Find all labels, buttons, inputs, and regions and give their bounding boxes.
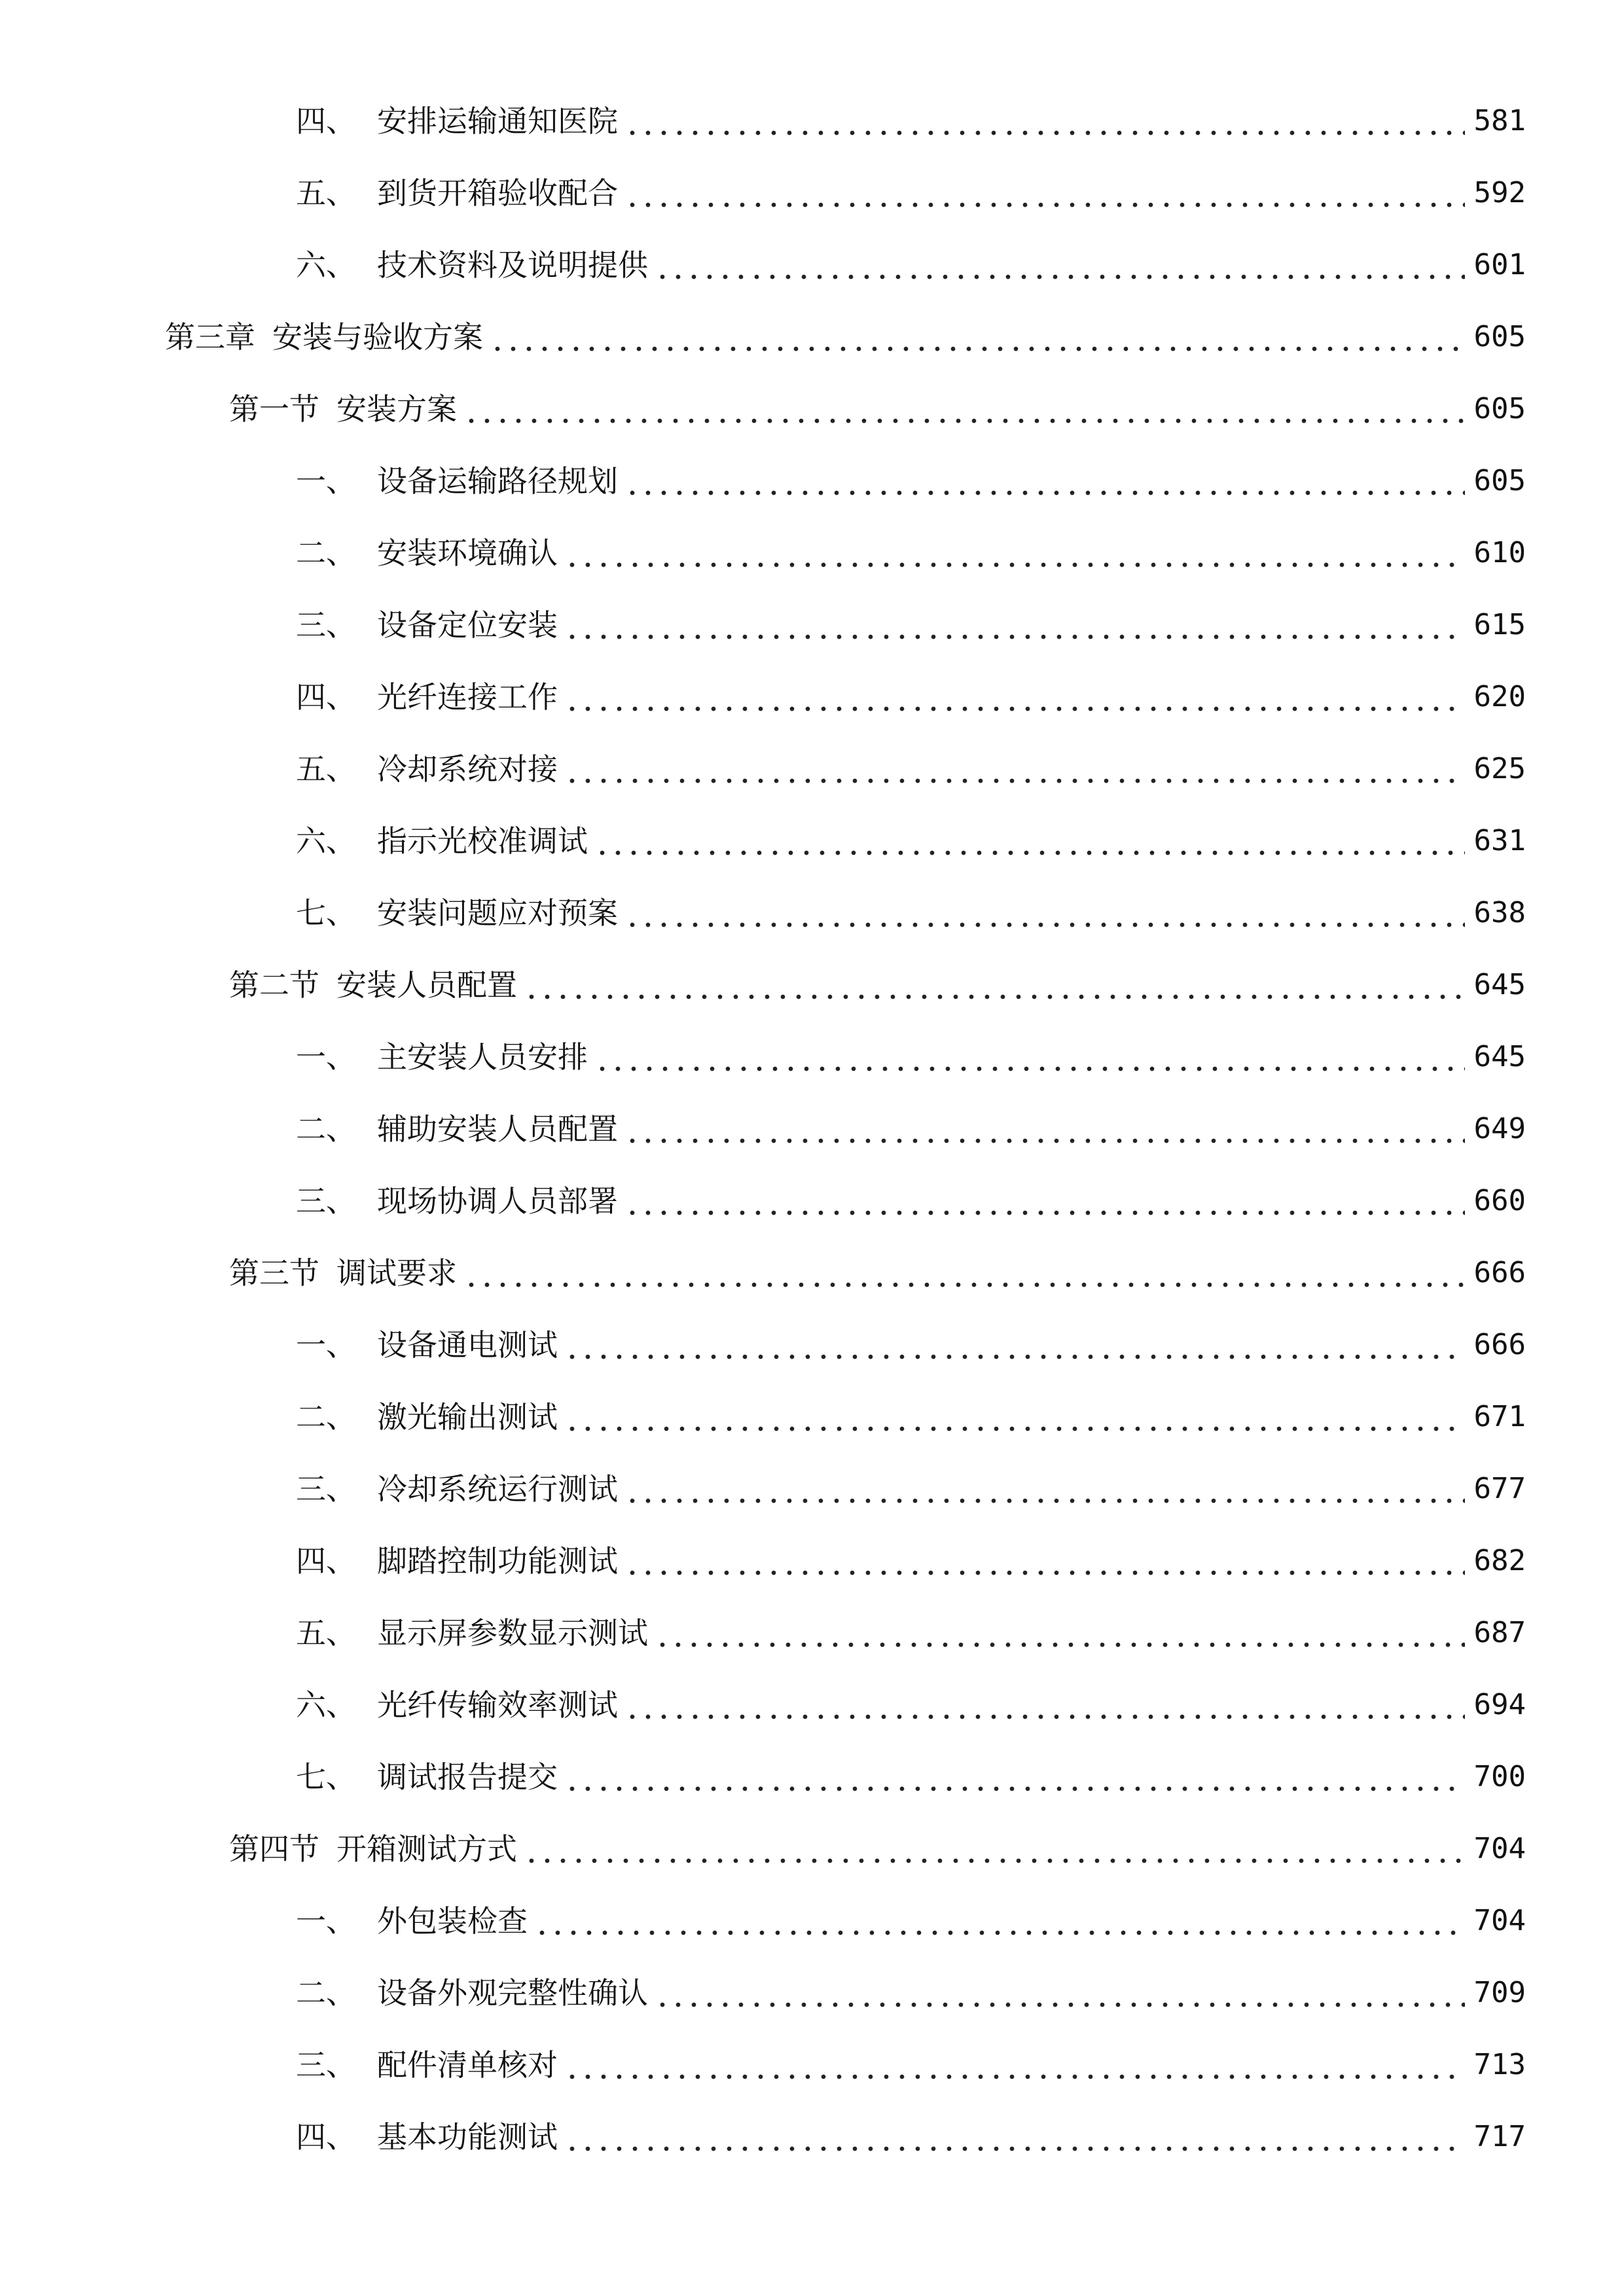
toc-entry-page: 677 xyxy=(1473,1472,1526,1505)
toc-entry-page: 704 xyxy=(1473,1904,1526,1937)
toc-section-entry[interactable] xyxy=(0,1237,1624,1309)
toc-entry[interactable] xyxy=(0,1885,1624,1957)
toc-entry-number: 六、 xyxy=(296,247,356,283)
toc-entry[interactable] xyxy=(0,1669,1624,1741)
dot-leader xyxy=(655,1618,1465,1648)
toc-entry-page: 700 xyxy=(1473,1760,1526,1793)
toc-entry-page: 631 xyxy=(1473,824,1526,857)
toc-entry-title: 设备定位安装 xyxy=(377,607,558,643)
toc-entry-page: 671 xyxy=(1473,1400,1526,1433)
toc-entry-page: 649 xyxy=(1473,1112,1526,1145)
toc-entry-page: 581 xyxy=(1473,104,1526,137)
toc-entry-title: 基本功能测试 xyxy=(377,2119,558,2155)
toc-entry-page: 645 xyxy=(1473,1040,1526,1073)
toc-entry-title: 光纤传输效率测试 xyxy=(377,1687,618,1723)
toc-entry-title: 设备通电测试 xyxy=(377,1327,558,1363)
toc-entry[interactable] xyxy=(0,1957,1624,2029)
toc-entry-title: 脚踏控制功能测试 xyxy=(377,1543,618,1579)
dot-leader xyxy=(524,970,1465,1000)
toc-entry-page: 713 xyxy=(1473,2048,1526,2081)
toc-entry[interactable] xyxy=(0,445,1624,517)
toc-entry-page: 592 xyxy=(1473,176,1526,209)
dot-leader xyxy=(624,1114,1465,1144)
toc-entry-title: 显示屏参数显示测试 xyxy=(377,1615,648,1651)
toc-entry-page: 666 xyxy=(1473,1328,1526,1361)
toc-entry[interactable] xyxy=(0,877,1624,949)
toc-entry-title: 指示光校准调试 xyxy=(377,823,588,859)
toc-entry-number: 二、 xyxy=(296,535,356,571)
dot-leader xyxy=(564,538,1465,568)
toc-entry-number: 五、 xyxy=(296,1615,356,1651)
toc-entry-page: 605 xyxy=(1473,464,1526,497)
toc-entry[interactable] xyxy=(0,1597,1624,1669)
toc-entry-title: 设备外观完整性确认 xyxy=(377,1975,648,2011)
toc-entry-number: 六、 xyxy=(296,1687,356,1723)
toc-entry-title: 外包装检查 xyxy=(377,1903,528,1939)
toc-entry-page: 660 xyxy=(1473,1184,1526,1217)
toc-entry-page: 704 xyxy=(1473,1832,1526,1865)
toc-entry-page: 717 xyxy=(1473,2120,1526,2153)
toc-entry[interactable] xyxy=(0,2029,1624,2101)
toc-entry[interactable] xyxy=(0,805,1624,877)
toc-entry[interactable] xyxy=(0,1021,1624,1093)
toc-entry-number: 一、 xyxy=(296,1039,356,1075)
toc-entry-number: 三、 xyxy=(296,1183,356,1219)
toc-entry-number: 第三节 xyxy=(229,1255,319,1291)
toc-entry-title: 到货开箱验收配合 xyxy=(377,175,618,211)
toc-entry-number: 一、 xyxy=(296,1903,356,1939)
toc-entry-page: 709 xyxy=(1473,1976,1526,2009)
toc-entry[interactable] xyxy=(0,733,1624,805)
toc-entry-number: 二、 xyxy=(296,1399,356,1435)
toc-entry-number: 一、 xyxy=(296,463,356,499)
toc-entry-title: 安装问题应对预案 xyxy=(377,895,618,931)
dot-leader xyxy=(564,610,1465,640)
dot-leader xyxy=(655,1978,1465,2008)
toc-entry-title: 设备运输路径规划 xyxy=(377,463,618,499)
toc-entry-title: 激光输出测试 xyxy=(377,1399,558,1435)
dot-leader xyxy=(524,1834,1465,1864)
toc-entry-page: 645 xyxy=(1473,968,1526,1001)
toc-entry[interactable] xyxy=(0,1309,1624,1381)
toc-entry-number: 四、 xyxy=(296,103,356,139)
toc-entry-number: 二、 xyxy=(296,1975,356,2011)
dot-leader xyxy=(624,1690,1465,1720)
dot-leader xyxy=(624,1546,1465,1576)
toc-entry[interactable] xyxy=(0,1453,1624,1525)
toc-section-entry[interactable] xyxy=(0,1813,1624,1885)
toc-entry-page: 605 xyxy=(1473,320,1526,353)
toc-entry-title: 调试要求 xyxy=(336,1255,457,1291)
toc-entry-page: 687 xyxy=(1473,1616,1526,1649)
toc-entry[interactable] xyxy=(0,2101,1624,2173)
toc-entry-number: 四、 xyxy=(296,2119,356,2155)
toc-entry-page: 605 xyxy=(1473,392,1526,425)
toc-entry-number: 一、 xyxy=(296,1327,356,1363)
toc-entry-page: 666 xyxy=(1473,1256,1526,1289)
dot-leader xyxy=(564,1762,1465,1792)
dot-leader xyxy=(564,754,1465,784)
toc-entry[interactable] xyxy=(0,1381,1624,1453)
toc-entry-title: 配件清单核对 xyxy=(377,2047,558,2083)
toc-entry-page: 610 xyxy=(1473,536,1526,569)
toc-section-entry[interactable] xyxy=(0,373,1624,445)
toc-entry-page: 625 xyxy=(1473,752,1526,785)
dot-leader xyxy=(624,1474,1465,1504)
toc-entry-title: 安装人员配置 xyxy=(336,967,517,1003)
toc-entry[interactable] xyxy=(0,1093,1624,1165)
toc-entry-number: 第三章 xyxy=(165,319,255,355)
toc-entry-title: 安排运输通知医院 xyxy=(377,103,618,139)
dot-leader xyxy=(594,826,1465,856)
dot-leader xyxy=(564,1330,1465,1360)
dot-leader xyxy=(534,1906,1465,1936)
toc-entry-title: 技术资料及说明提供 xyxy=(377,247,648,283)
toc-entry-number: 七、 xyxy=(296,1759,356,1795)
dot-leader xyxy=(594,1042,1465,1072)
toc-entry-number: 三、 xyxy=(296,1471,356,1507)
table-of-contents xyxy=(0,85,1624,2173)
toc-entry-number: 第四节 xyxy=(229,1831,319,1867)
toc-entry[interactable] xyxy=(0,661,1624,733)
toc-entry-number: 第二节 xyxy=(229,967,319,1003)
toc-entry-page: 615 xyxy=(1473,608,1526,641)
toc-section-entry[interactable] xyxy=(0,949,1624,1021)
toc-entry-number: 二、 xyxy=(296,1111,356,1147)
toc-entry-page: 601 xyxy=(1473,248,1526,281)
toc-entry[interactable] xyxy=(0,517,1624,589)
dot-leader xyxy=(564,682,1465,712)
dot-leader xyxy=(463,1258,1465,1288)
dot-leader xyxy=(624,898,1465,928)
toc-entry-title: 安装方案 xyxy=(336,391,457,427)
toc-entry-title: 现场协调人员部署 xyxy=(377,1183,618,1219)
toc-entry-title: 冷却系统对接 xyxy=(377,751,558,787)
dot-leader xyxy=(463,394,1465,424)
dot-leader xyxy=(624,466,1465,496)
toc-entry-title: 辅助安装人员配置 xyxy=(377,1111,618,1147)
toc-entry-page: 682 xyxy=(1473,1544,1526,1577)
toc-entry-title: 开箱测试方式 xyxy=(336,1831,517,1867)
toc-entry[interactable] xyxy=(0,1741,1624,1813)
dot-leader xyxy=(624,178,1465,208)
toc-entry-number: 七、 xyxy=(296,895,356,931)
dot-leader xyxy=(564,1402,1465,1432)
dot-leader xyxy=(655,250,1465,280)
dot-leader xyxy=(624,1186,1465,1216)
toc-entry-title: 主安装人员安排 xyxy=(377,1039,588,1075)
toc-entry-number: 六、 xyxy=(296,823,356,859)
toc-entry-number: 五、 xyxy=(296,751,356,787)
toc-entry-number: 四、 xyxy=(296,1543,356,1579)
toc-entry-number: 五、 xyxy=(296,175,356,211)
toc-entry-title: 光纤连接工作 xyxy=(377,679,558,715)
toc-entry-title: 安装环境确认 xyxy=(377,535,558,571)
toc-chapter-entry[interactable] xyxy=(0,301,1624,373)
toc-entry-number: 第一节 xyxy=(229,391,319,427)
toc-entry-number: 三、 xyxy=(296,2047,356,2083)
toc-entry[interactable] xyxy=(0,589,1624,661)
toc-entry[interactable] xyxy=(0,1525,1624,1597)
toc-entry[interactable] xyxy=(0,85,1624,157)
toc-entry[interactable] xyxy=(0,1165,1624,1237)
toc-entry-number: 四、 xyxy=(296,679,356,715)
dot-leader xyxy=(490,322,1465,352)
toc-entry-title: 安装与验收方案 xyxy=(272,319,483,355)
dot-leader xyxy=(564,2122,1465,2152)
toc-entry-page: 638 xyxy=(1473,896,1526,929)
toc-entry-title: 调试报告提交 xyxy=(377,1759,558,1795)
toc-entry-number: 三、 xyxy=(296,607,356,643)
toc-entry-title: 冷却系统运行测试 xyxy=(377,1471,618,1507)
toc-entry[interactable] xyxy=(0,229,1624,301)
toc-entry-page: 694 xyxy=(1473,1688,1526,1721)
dot-leader xyxy=(564,2050,1465,2080)
toc-entry[interactable] xyxy=(0,157,1624,229)
toc-entry-page: 620 xyxy=(1473,680,1526,713)
dot-leader xyxy=(624,106,1465,136)
